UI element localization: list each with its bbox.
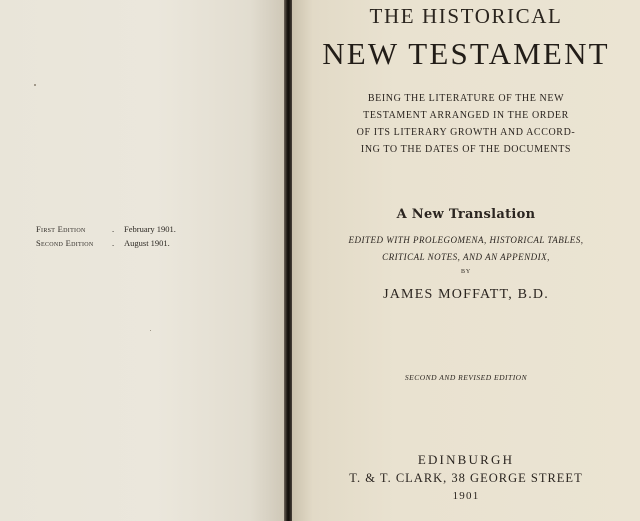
edition-history bbox=[36, 222, 176, 250]
edition-row bbox=[36, 222, 176, 236]
description-line: TESTAMENT ARRANGED IN THE ORDER bbox=[363, 110, 569, 121]
edition-label: First Edition bbox=[36, 224, 86, 234]
author-name: JAMES MOFFATT, B.D. bbox=[383, 287, 549, 302]
publication-year: 1901 bbox=[452, 490, 480, 502]
title-line-1: THE HISTORICAL bbox=[369, 4, 563, 28]
paper-speck bbox=[150, 330, 151, 331]
translation-heading: A New Translation bbox=[396, 207, 536, 222]
title-page bbox=[292, 0, 640, 521]
left-page bbox=[0, 0, 284, 521]
edition-row bbox=[36, 236, 176, 250]
edition-date: August 1901. bbox=[124, 238, 170, 248]
subtitle-description bbox=[292, 90, 640, 158]
paper-speck bbox=[34, 84, 36, 86]
publisher-name: T. & T. CLARK, 38 GEORGE STREET bbox=[349, 471, 583, 485]
book-gutter bbox=[284, 0, 292, 521]
edition-separator: . bbox=[112, 238, 115, 248]
edition-note: SECOND AND REVISED EDITION bbox=[404, 373, 528, 382]
description-line: OF ITS LITERARY GROWTH AND ACCORD- bbox=[356, 127, 576, 138]
editorial-contents bbox=[292, 232, 640, 266]
editorial-line: EDITED WITH PROLEGOMENA, HISTORICAL TABLES, bbox=[348, 235, 584, 245]
edition-date: February 1901. bbox=[124, 224, 176, 234]
edition-label: Second Edition bbox=[36, 238, 94, 248]
description-line: BEING THE LITERATURE OF THE NEW bbox=[367, 93, 565, 104]
editorial-line: CRITICAL NOTES, AND AN APPENDIX, bbox=[382, 252, 550, 262]
by-label: BY bbox=[461, 269, 471, 275]
description-line: ING TO THE DATES OF THE DOCUMENTS bbox=[360, 144, 572, 155]
edition-separator: . bbox=[112, 224, 115, 234]
title-line-2: NEW TESTAMENT bbox=[322, 36, 610, 71]
publisher-city: EDINBURGH bbox=[417, 452, 515, 467]
